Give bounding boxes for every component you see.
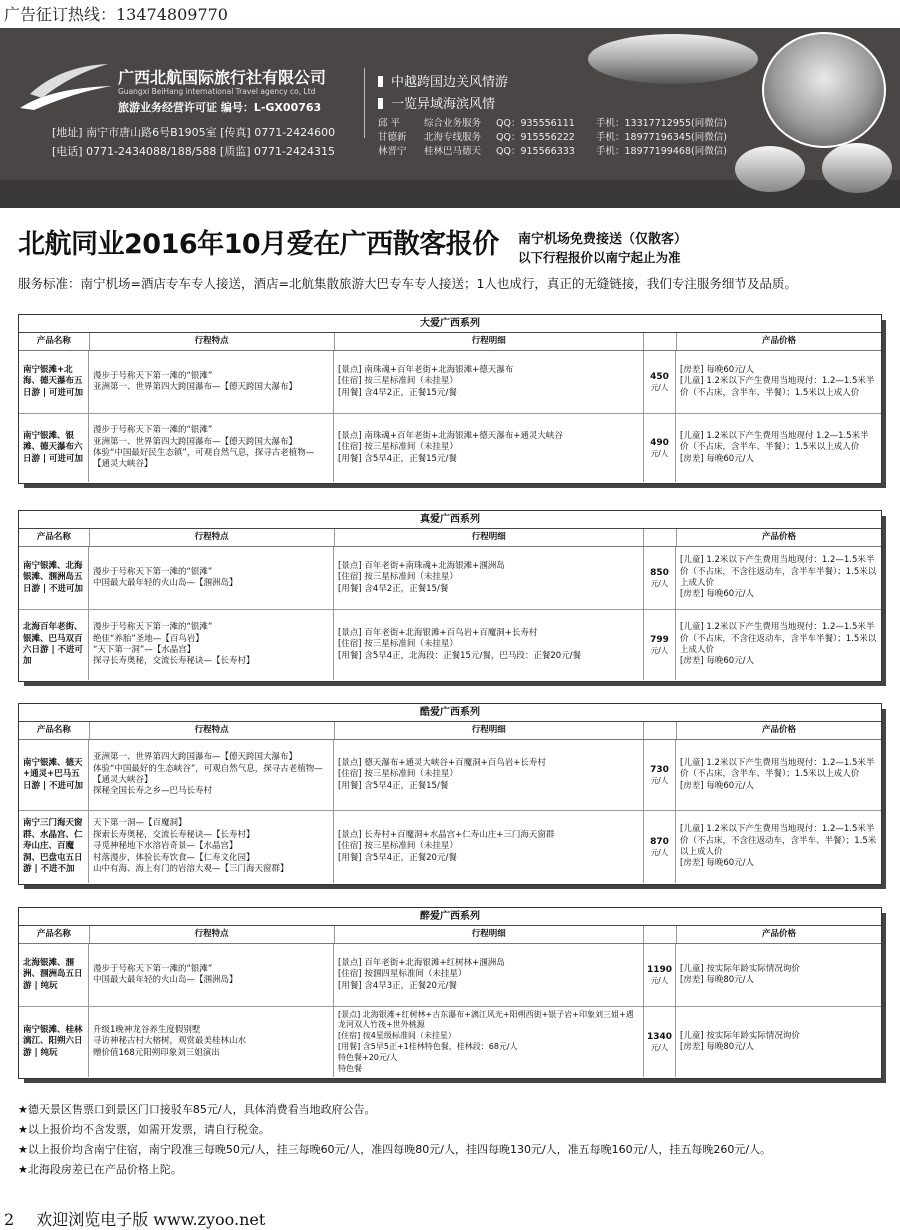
- photo-karst-circle: [762, 32, 886, 148]
- slogan-1: 中越跨国边关风情游: [378, 71, 508, 90]
- table-row: 北海银滩、涠洲、涠洲岛五日游 | 纯玩 漫步于号称天下第一滩的“银滩” 中国最大最年轻的火山岛—【涠洲岛】 [景点] 百年老街+北海银滩+红树林+涠洲岛 [住宿] 按涠四星标准间（未挂星） [用餐] 含4早3正，正餐20元/餐 1190 元/人 [儿童] 按实际年龄实际情况询价 [房差] 每晚80元/人: [19, 944, 881, 1007]
- section-table: [18, 907, 882, 1079]
- contact-row: 邱 平 综合业务服务 QQ：935556111 手机：13317712955(同微信): [378, 118, 727, 129]
- table-row: 南宁银滩、桂林漓江、阳朔六日游 | 纯玩 升级1晚神龙谷养生度假别墅 寻访神秘古村大榕树，观赏最美桂林山水 赠价值168元阳朔印象刘三姐演出 [景点] 北海银滩+红树林+古东瀑布+漓江风光+阳朔西街+银子岩+印象刘三姐+遇龙河双人竹筏+世外桃源 [住宿] 按4星级标准间（未挂星） [用餐] 含5早5正+1桂林特色餐，桂林段：68元/人 特色餐+20元/人 特色餐 1340 元/人 [儿童] 按实际年龄实际情况询价 [房差] 每晚80元/人: [19, 1007, 881, 1077]
- subtitle-airport: 南宁机场免费接送（仅散客）: [518, 232, 688, 247]
- column-header: 产品名称 行程特点 行程明细 产品价格: [19, 529, 881, 547]
- column-header: 产品名称 行程特点 行程明细 产品价格: [19, 722, 881, 740]
- company-address: [地址] 南宁市唐山路6号B1905室 [传真] 0771-2424600: [52, 126, 336, 139]
- photo-river-ellipse: [588, 34, 758, 84]
- photo-waterfall-right: [822, 143, 892, 193]
- table-row: 南宁银滩+北海、德天瀑布五日游 | 可进可加 漫步于号称天下第一滩的“银滩” 亚洲第一、世界第四大跨国瀑布—【德天跨国大瀑布】 [景点] 南珠魂+百年老街+北海银滩+德天瀑布 [住宿] 按三星标准间（未挂星） [用餐] 含4早2正，正餐15元/餐 450 元/人 [房差] 每晚60元/人 [儿童] 1.2米以下产生费用当地现付：1.2—1.5米半价（不占床，含半车、半餐）；1.5米以上成人价: [19, 351, 881, 414]
- contact-row: 甘德新 北海专线服务 QQ：915556222 手机：18977196345(同微信): [378, 132, 727, 143]
- column-header: 产品名称 行程特点 行程明细 产品价格: [19, 333, 881, 351]
- subtitle-start: 以下行程报价以南宁起止为准: [518, 250, 681, 265]
- note-item: ★以上报价均不含发票，如需开发票，请自行税金。: [18, 1123, 270, 1136]
- company-phone: [电话] 0771-2434088/188/588 [质监] 0771-2424315: [52, 145, 335, 158]
- contact-row: 林晋宁 桂林巴马德天 QQ：915566333 手机：18977199468(同微信): [378, 146, 727, 157]
- note-item: ★以上报价均含南宁住宿，南宁段准三每晚50元/人，挂三每晚60元/人，准四每晚80元/人，挂四每晚130元/人，准五每晚160元/人，挂五每晚260元/人。: [18, 1143, 772, 1156]
- page-title: 北航同业2016年10月爱在广西散客报价: [18, 229, 499, 260]
- table-row: 南宁银滩、德天+通灵+巴马五日游 | 不进可加 亚洲第一、世界第四大跨国瀑布—【德天跨国大瀑布】 体验“中国最好的生态峡谷”，可观自然气息，探寻古老植物—【通灵大峡谷】 探秘全国长寿之乡—巴马长寿村 [景点] 德天瀑布+通灵大峡谷+百魔洞+百鸟岩+长寿村 [住宿] 按三星标准间（未挂星） [用餐] 含5早4正，正餐15/餐 730 元/人 [儿童] 1.2米以下产生费用当地现付：1.2—1.5米半价（不占床，含半车、半餐）；1.5米以上成人价 [房差] 每晚60元/人: [19, 740, 881, 811]
- page-footer: [4, 1207, 265, 1230]
- footer-text: 欢迎浏览电子版 www.zyoo.net: [36, 1210, 266, 1229]
- service-standard: 服务标准：南宁机场=酒店专车专人接送，酒店=北航集散旅游大巴专车专人接送；1人也成行，真正的无缝链接，我们专注服务细节及品质。: [18, 276, 797, 291]
- section-title: 真爱广西系列: [19, 511, 881, 529]
- section-table: [18, 314, 882, 484]
- section-title: 酷爱广西系列: [19, 704, 881, 722]
- column-header: 产品名称 行程特点 行程明细 产品价格: [19, 926, 881, 944]
- company-logo-icon: [20, 58, 115, 113]
- table-row: 南宁银滩、北海银滩、涠洲岛五日游 | 不进可加 漫步于号称天下第一滩的“银滩” 中国最大最年轻的火山岛—【涠洲岛】 [景点] 百年老街+南珠魂+北海银滩+涠洲岛 [住宿] 按三星标准间（未挂星） [用餐] 含4早2正，正餐15/餐 850 元/人 [儿童] 1.2米以下产生费用当地现付：1.2—1.5米半价（不占床，不含往返动车，含半车半餐）；1.5米以上成人价 [房差] 每晚60元/人: [19, 547, 881, 610]
- table-row: 南宁三门海天窗群、水晶宫、仁寿山庄、百魔洞、巴盘屯五日游 | 不进不加 天下第一洞—【百魔洞】 探索长寿奥秘，交流长寿秘诀—【长寿村】 寻觅神秘地下水溶岩奇景—【水晶宫】 村落漫步，体验长寿饮食—【仁寿文化园】 山中有海、海上有门的岩溶大观—【三门海天窗群】 [景点] 长寿村+百魔洞+水晶宫+仁寿山庄+三门海天窗群 [住宿] 按三星标准间（未挂星） [用餐] 含5早4正，正餐20元/餐 870 元/人 [儿童] 1.2米以下产生费用当地现付：1.2—1.5米半价（不占床，不含往返动车，含半车、半餐）；1.5米以上成人价 [房差] 每晚60元/人: [19, 811, 881, 883]
- slogan-2: 一览异域海滨风情: [378, 93, 495, 112]
- notes-list: [18, 1100, 771, 1180]
- table-row: 南宁银滩、银滩、德天瀑布六日游 | 可进可加 漫步于号称天下第一滩的“银滩” 亚洲第一、世界第四大跨国瀑布—【德天跨国大瀑布】 体验“中国最好民生态镇”，可观自然气息，探寻古老植物—【通灵大峡谷】 [景点] 南珠魂+百年老街+北海银滩+德天瀑布+通灵大峡谷 [住宿] 按三星标准间（未挂星） [用餐] 含5早4正，正餐15元/餐 490 元/人 [儿童] 1.2米以下产生费用当地现付 1.2—1.5米半价（不占床，含半车、半餐）；1.5米以上成人价 [房差] 每晚60元/人: [19, 414, 881, 482]
- table-row: 北海百年老街、银滩、巴马双百六日游 | 不进可加 漫步于号称天下第一滩的“银滩” 绝佳“养胎”圣地—【百鸟岩】 “天下第一洞”—【水晶宫】 探寻长寿奥秘，交流长寿秘诀—【长寿村】 [景点] 百年老街+北海银滩+百鸟岩+百魔洞+长寿村 [住宿] 按三星标准间（未挂星） [用餐] 含5早4正，北海段：正餐15元/餐，巴马段：正餐20元/餐 799 元/人 [儿童] 1.2米以下产生费用当地现付：1.2—1.5米半价（不占床，不含往返动车，含半车半餐）；1.5米以上成人价 [房差] 每晚60元/人: [19, 610, 881, 680]
- note-item: ★北海段房差已在产品价格上陀。: [18, 1163, 182, 1176]
- company-header: [0, 28, 900, 208]
- photo-waterfall-left: [735, 146, 805, 192]
- ad-hotline: 广告征订热线：13474809770: [4, 5, 228, 24]
- section-title: 大爱广西系列: [19, 315, 881, 333]
- company-name: 广西北航国际旅行社有限公司: [118, 68, 327, 87]
- page-number: 2: [4, 1210, 15, 1229]
- section-title: 醉爱广西系列: [19, 908, 881, 926]
- company-license: 旅游业务经营许可证 编号：L-GX00763: [118, 101, 322, 114]
- section-table: [18, 510, 882, 682]
- company-name-en: Guangxi BeiHang international Travel agency co, Ltd: [118, 87, 316, 96]
- note-item: ★德天景区售票口到景区门口接驳车85元/人，具体消费看当地政府公告。: [18, 1103, 376, 1116]
- section-table: [18, 703, 882, 885]
